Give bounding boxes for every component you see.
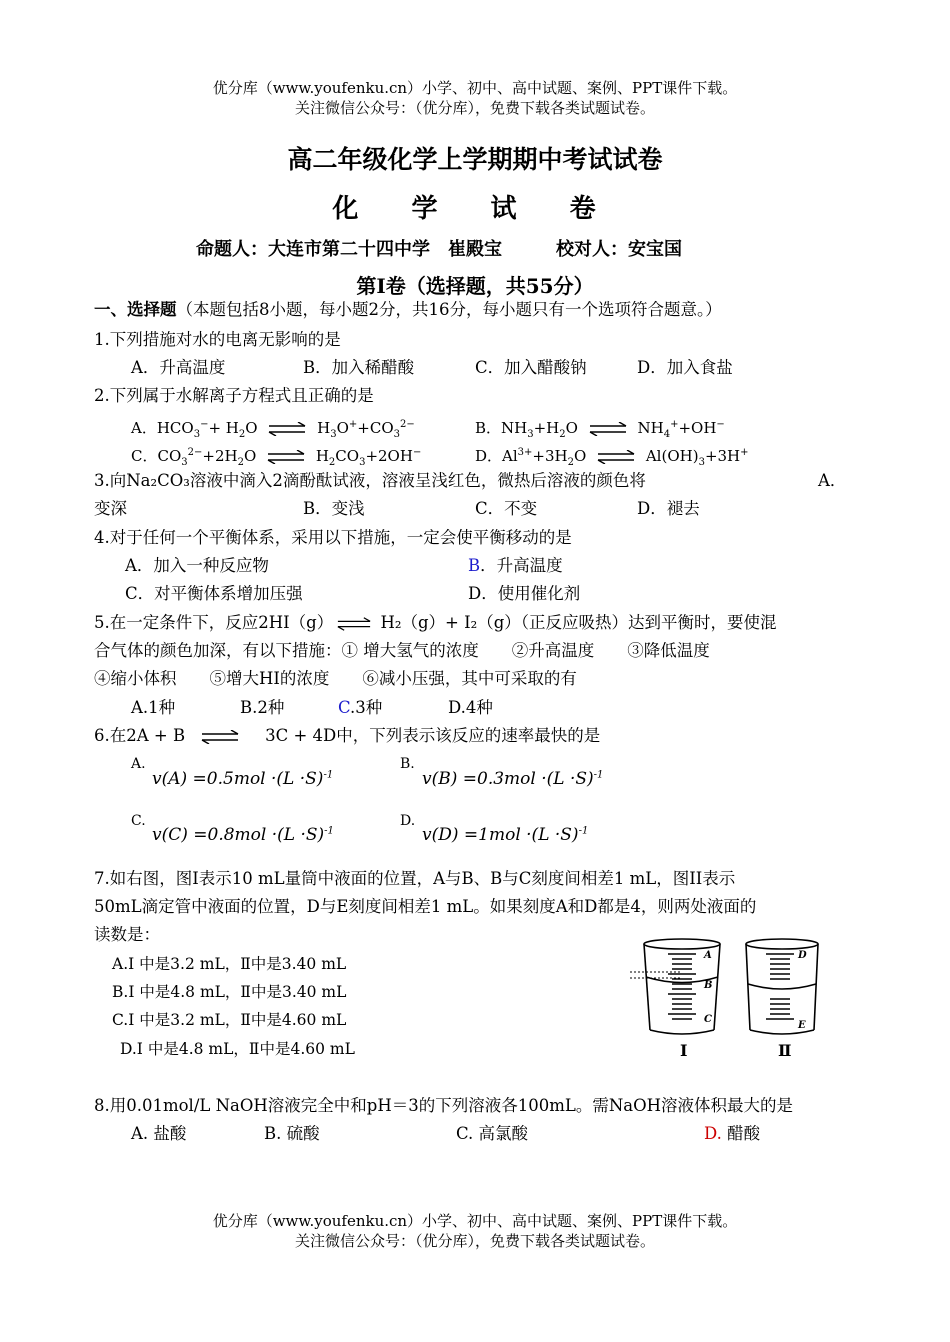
- q4-stem: 4.对于任何一个平衡体系，采用以下措施，一定会使平衡移动的是: [94, 528, 572, 547]
- q1-stem: 1.下列措施对水的电离无影响的是: [94, 330, 341, 349]
- q2-option-d: D．$Al^{3+}+3H_2O$ $Al(OH)_3+3H^+$: [475, 447, 749, 468]
- q1-option-a: A．升高温度: [131, 358, 226, 377]
- fig-label-a: A: [704, 950, 712, 961]
- q3-option-c: C．不变: [475, 499, 538, 518]
- q6-option-d: [422, 825, 588, 845]
- q6-stem-b: 3C + 4D中，下列表示该反应的速率最快的是: [265, 726, 601, 745]
- q2-option-c: C．$CO_3^{2-}+2H_2O$ $H_2CO_3+2OH^-$: [131, 447, 422, 468]
- q6-option-a-exp: -1: [323, 769, 334, 781]
- q7-line2: 50mL滴定管中液面的位置，D与E刻度间相差1 mL。如果刻度A和D都是4，则两处液面的: [94, 897, 757, 916]
- q8-option-b: B. 硫酸: [264, 1124, 320, 1143]
- q4-option-a: A．加入一种反应物: [125, 556, 269, 575]
- q6-option-c-label: C.: [131, 813, 146, 829]
- q6-option-b-exp: -1: [593, 769, 604, 781]
- q8-option-d: [704, 1122, 760, 1146]
- fig-label-ii: Ⅱ: [778, 1041, 792, 1060]
- q7-option-c: C.Ⅰ 中是3.2 mL，Ⅱ中是4.60 mL: [112, 1011, 347, 1029]
- q5-line3: ④缩小体积 ⑤增大HI的浓度 ⑥减小压强，其中可采取的有: [94, 669, 577, 688]
- section-title: 第Ⅰ卷（选择题，共55分）: [356, 274, 594, 298]
- q4-option-c: C．对平衡体系增加压强: [125, 584, 303, 603]
- q5-option-c-text: .3种: [350, 698, 383, 717]
- q7-line3: 读数是：: [94, 925, 160, 944]
- q6-option-c: [152, 825, 334, 845]
- q5-line1: [94, 611, 777, 635]
- q1-option-b: B．加入稀醋酸: [303, 358, 415, 377]
- footer-banner-line2: 关注微信公众号：（优分库），免费下载各类试题试卷。: [294, 1232, 655, 1250]
- q8-option-d-text: 醋酸: [721, 1124, 761, 1143]
- q8-option-d-tag: D.: [704, 1124, 722, 1143]
- q6-option-b: [422, 769, 603, 789]
- q1-option-d: D．加入食盐: [637, 358, 733, 377]
- q6-option-b-expr: v(B) =0.3mol ·(L ·S): [422, 769, 594, 789]
- q6-option-c-expr: v(C) =0.8mol ·(L ·S): [152, 825, 325, 845]
- q5-option-c: C.3种: [338, 698, 383, 717]
- q6-stem: [94, 724, 600, 748]
- q5-line1-b: H₂（g）+ I₂（g）（正反应吸热）达到平衡时，要使混: [380, 613, 777, 632]
- part1-heading: 一、选择题: [94, 300, 177, 319]
- q6-option-a-label: A.: [131, 756, 146, 772]
- q2-stem: 2.下列属于水解离子方程式且正确的是: [94, 386, 374, 405]
- q5-option-b: B.2种: [240, 698, 285, 717]
- fig-label-b: B: [704, 980, 713, 991]
- q4-option-b: B．升高温度: [468, 556, 563, 575]
- q6-option-d-label: D.: [400, 813, 416, 829]
- authors-line: 命题人：大连市第二十四中学 崔殿宝 校对人：安宝国: [196, 239, 682, 260]
- q7-line1: 7.如右图，图Ⅰ表示10 mL量筒中液面的位置，A与B、B与C刻度间相差1 mL，图II表示: [94, 869, 736, 888]
- q5-option-a: A.1种: [131, 698, 176, 717]
- q2-option-b: B．$NH_3+H_2O$ $NH_4^++OH^-$: [475, 419, 725, 440]
- fig-label-i: Ⅰ: [680, 1041, 688, 1060]
- q7-option-b: B.Ⅰ 中是4.8 mL，Ⅱ中是3.40 mL: [112, 983, 347, 1001]
- part1-text: （本题包括8小题，每小题2分，共16分，每小题只有一个选项符合题意。）: [176, 300, 722, 319]
- fig-label-c: C: [704, 1014, 712, 1025]
- q6-option-b-label: B.: [400, 756, 415, 772]
- q3-option-b: B．变浅: [303, 499, 365, 518]
- q3-option-a-tag: A．: [818, 471, 847, 490]
- exam-title: 高二年级化学上学期期中考试试卷: [287, 145, 663, 174]
- part1-instructions: [94, 298, 722, 322]
- q6-option-a: [152, 769, 333, 789]
- q6-option-a-expr: v(A) =0.5mol ·(L ·S): [152, 769, 324, 789]
- q8-stem: 8.用0.01mol/L NaOH溶液完全中和pH＝3的下列溶液各100mL。需NaOH溶液体积最大的是: [94, 1096, 794, 1115]
- footer-banner-line1: 优分库（www.youfenku.cn）小学、初中、高中试题、案例、PPT课件下载。: [212, 1212, 738, 1230]
- q6-option-d-expr: v(D) =1mol ·(L ·S): [422, 825, 579, 845]
- q6-stem-a: 6.在2A + B: [94, 726, 186, 745]
- q1-option-c: C．加入醋酸钠: [475, 358, 587, 377]
- q7-figure: [628, 932, 828, 1064]
- q4-option-d: D．使用催化剂: [468, 584, 581, 603]
- q3-option-a: 变深: [94, 499, 127, 518]
- q8-option-a: A. 盐酸: [131, 1124, 187, 1143]
- header-banner-line1: 优分库（www.youfenku.cn）小学、初中、高中试题、案例、PPT课件下载。: [212, 79, 738, 97]
- q6-option-c-exp: -1: [324, 825, 334, 837]
- q5-line2: 合气体的颜色加深，有以下措施：① 增大氢气的浓度 ②升高温度 ③降低温度: [94, 641, 710, 660]
- exam-subtitle: 化 学 试 卷: [332, 194, 618, 224]
- q3-option-d: D．褪去: [637, 499, 700, 518]
- header-banner-line2: 关注微信公众号：（优分库），免费下载各类试题试卷。: [294, 99, 655, 117]
- q6-option-d-exp: -1: [578, 825, 589, 837]
- fig-label-e: E: [798, 1020, 806, 1031]
- q2-option-a: A．$HCO_3^-+ H_2O$ $H_3O^++CO_3^{2-}$: [131, 419, 415, 440]
- q8-option-c: C. 高氯酸: [456, 1124, 529, 1143]
- q3-stem: 3.向Na₂CO₃溶液中滴入2滴酚酞试液，溶液呈浅红色，微热后溶液的颜色将: [94, 471, 646, 490]
- q5-option-d: D.4种: [448, 698, 493, 717]
- q7-option-d: D.Ⅰ 中是4.8 mL，Ⅱ中是4.60 mL: [120, 1040, 355, 1058]
- q7-option-a: A.Ⅰ 中是3.2 mL，Ⅱ中是3.40 mL: [112, 955, 347, 973]
- q4-option-b-text: ．升高温度: [480, 556, 563, 575]
- fig-label-d: D: [798, 950, 807, 961]
- q5-line1-a: 5.在一定条件下，反应2HI（g）: [94, 613, 334, 632]
